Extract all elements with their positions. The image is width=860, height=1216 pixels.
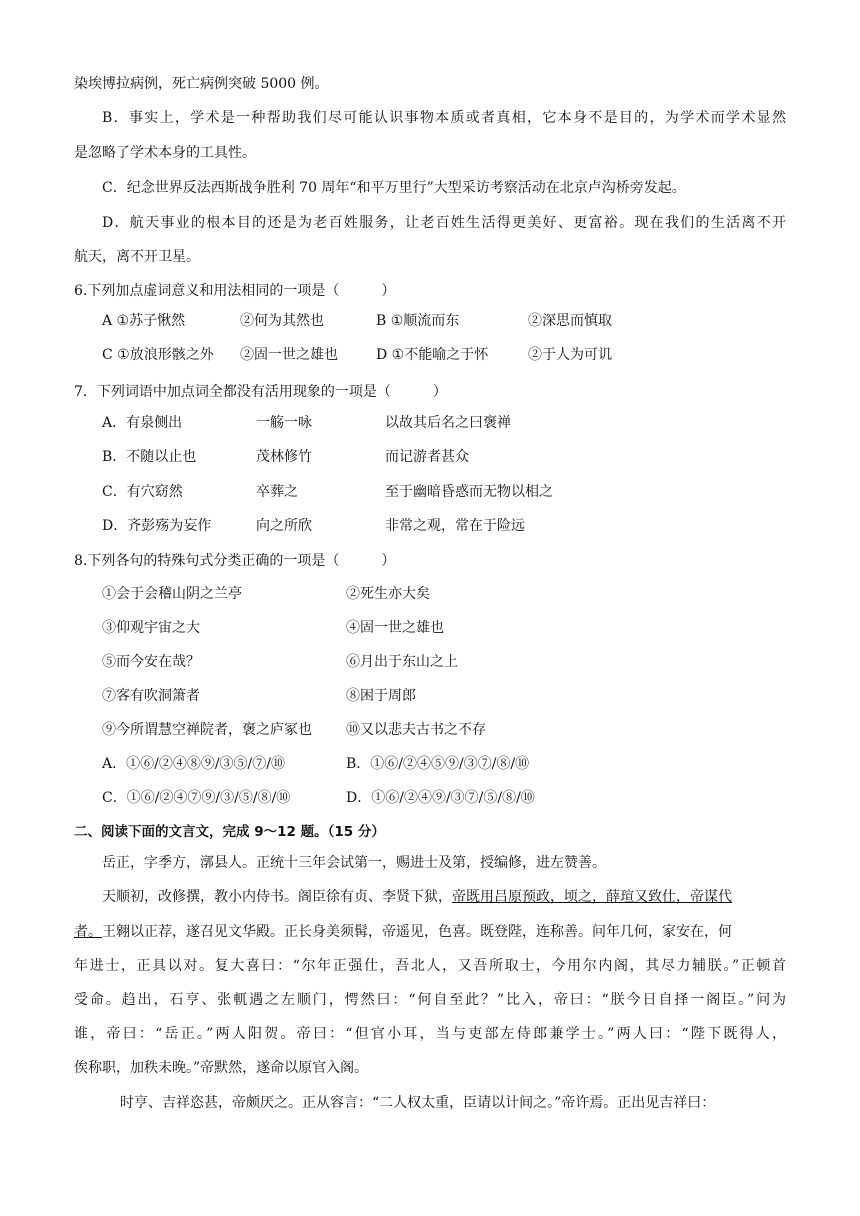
q6-option-d2: ②于人为可讥	[528, 347, 612, 363]
q8-sentence-6: ⑥月出于东山之上	[346, 654, 458, 670]
q8-sentence-3: ③仰观宇宙之大	[102, 620, 200, 636]
q5-option-b-line2: 是忽略了学术本身的工具性。	[74, 145, 256, 161]
q8-sentence-5: ⑤而今安在哉？	[102, 654, 200, 670]
q8-sentence-4: ④固一世之雄也	[346, 620, 444, 636]
q8-option-b: B．①⑥/②④⑤⑨/③⑦/⑧/⑩	[346, 756, 530, 772]
q5-option-d-line1: D．航天事业的根本目的还是为老百姓服务，让老百姓生活得更美好、更富裕。现在我们的生活离不开	[102, 215, 786, 231]
section-2-heading: 二、阅读下面的文言文，完成 9～12 题。（15 分）	[74, 824, 385, 840]
q8-stem: 8.下列各句的特殊句式分类正确的一项是（ ）	[74, 553, 396, 569]
passage-p2-line5: 谁，帝曰：“岳正。”两人阳贺。帝曰：“但官小耳，当与吏部左侍郎兼学士。”两人曰：“陛下既得人，	[74, 1026, 786, 1042]
q7-a-col2: 一觞一咏	[256, 415, 312, 431]
q8-option-d: D．①⑥/②④⑨/③⑦/⑤/⑧/⑩	[346, 790, 535, 806]
q8-sentence-8: ⑧困于周郎	[346, 688, 416, 704]
q8-option-a: A．①⑥/②④⑧⑨/③⑤/⑦/⑩	[102, 756, 285, 772]
q7-a-col1: A．有泉侧出	[102, 415, 183, 431]
q7-c-col2: 卒葬之	[256, 484, 298, 500]
q7-d-col3: 非常之观，常在于险远	[385, 518, 525, 534]
q8-sentence-7: ⑦客有吹洞箫者	[102, 688, 200, 704]
q7-d-col1: D．齐彭殇为妄作	[102, 518, 212, 534]
q7-c-col1: C．有穴窈然	[102, 484, 183, 500]
q8-sentence-1: ①会于会稽山阴之兰亭	[102, 586, 242, 602]
q5-option-b-line1: B．事实上，学术是一种帮助我们尽可能认识事物本质或者真相，它本身不是目的，为学术而学术显然	[102, 110, 786, 126]
q7-a-col3: 以故其后名之曰褒禅	[385, 415, 511, 431]
q7-b-col3: 而记游者甚众	[385, 449, 469, 465]
q6-option-b2: ②深思而慎取	[528, 313, 612, 329]
passage-underlined-sentence-part2: 者。	[74, 924, 102, 940]
q7-c-col3: 至于幽暗昏惑而无物以相之	[385, 484, 553, 500]
q7-d-col2: 向之所欣	[256, 518, 312, 534]
q8-sentence-2: ②死生亦大矣	[346, 586, 430, 602]
q7-stem: 7．下列词语中加点词全都没有活用现象的一项是（ ）	[74, 384, 447, 400]
passage-p2-line3: 年进士，正具以对。复大喜曰：“尔年正强仕，吾北人，又吾所取士，今用尔内阁，其尽力辅朕。”正顿首	[74, 958, 786, 974]
q5-option-a-tail: 染埃博拉病例，死亡病例突破 5000 例。	[74, 76, 329, 92]
passage-underlined-sentence-part1: 帝既用吕原预政，顷之，薛瑄又致仕，帝谋代	[452, 889, 732, 905]
q8-sentence-9: ⑨今所谓慧空禅院者，褒之庐冢也	[102, 722, 312, 738]
passage-p2-line1	[102, 887, 732, 907]
passage-paragraph-3: 时亨、吉祥恣甚，帝颇厌之。正从容言：“二人权太重，臣请以计间之。”帝许焉。正出见吉祥曰：	[120, 1095, 716, 1111]
passage-p2-line2	[74, 922, 732, 942]
q8-sentence-10: ⑩又以悲夫古书之不存	[346, 722, 486, 738]
q7-b-col1: B．不随以止也	[102, 449, 197, 465]
passage-p2-line1-text: 天顺初，改修撰，教小内侍书。阁臣徐有贞、李贤下狱，	[102, 889, 452, 905]
q6-option-c2: ②固一世之雄也	[240, 347, 338, 363]
q5-option-c: C．纪念世界反法西斯战争胜利 70 周年“和平万里行”大型采访考察活动在北京卢沟桥旁发起。	[102, 180, 686, 196]
q6-option-d1: D ①不能喻之于怀	[376, 347, 489, 363]
q6-option-a2: ②何为其然也	[240, 313, 324, 329]
q8-option-c: C．①⑥/②④⑦⑨/③/⑤/⑧/⑩	[102, 790, 291, 806]
q6-option-c1: C ①放浪形骸之外	[102, 347, 214, 363]
q6-option-a1: A ①苏子愀然	[102, 313, 186, 329]
q7-b-col2: 茂林修竹	[256, 449, 312, 465]
q6-stem: 6.下列加点虚词意义和用法相同的一项是（ ）	[74, 283, 396, 299]
passage-p2-line6: 俟称职，加秩未晚。”帝默然，遂命以原官入阁。	[74, 1060, 369, 1076]
q5-option-d-line2: 航天，离不开卫星。	[74, 249, 200, 265]
q6-option-b1: B ①顺流而东	[376, 313, 460, 329]
passage-p2-line2-text: 王翱以正荐，遂召见文华殿。正长身美须髯，帝遥见，色喜。既登陛，连称善。问年几何，家安在，何	[102, 924, 732, 940]
passage-paragraph-1: 岳正，字季方，漷县人。正统十三年会试第一，赐进士及第，授编修，进左赞善。	[102, 855, 606, 871]
passage-p2-line4: 受命。趋出，石亨、张軏遇之左顺门，愕然曰：“何自至此？”比入，帝曰：“朕今日自择一阁臣。”问为	[74, 992, 786, 1008]
